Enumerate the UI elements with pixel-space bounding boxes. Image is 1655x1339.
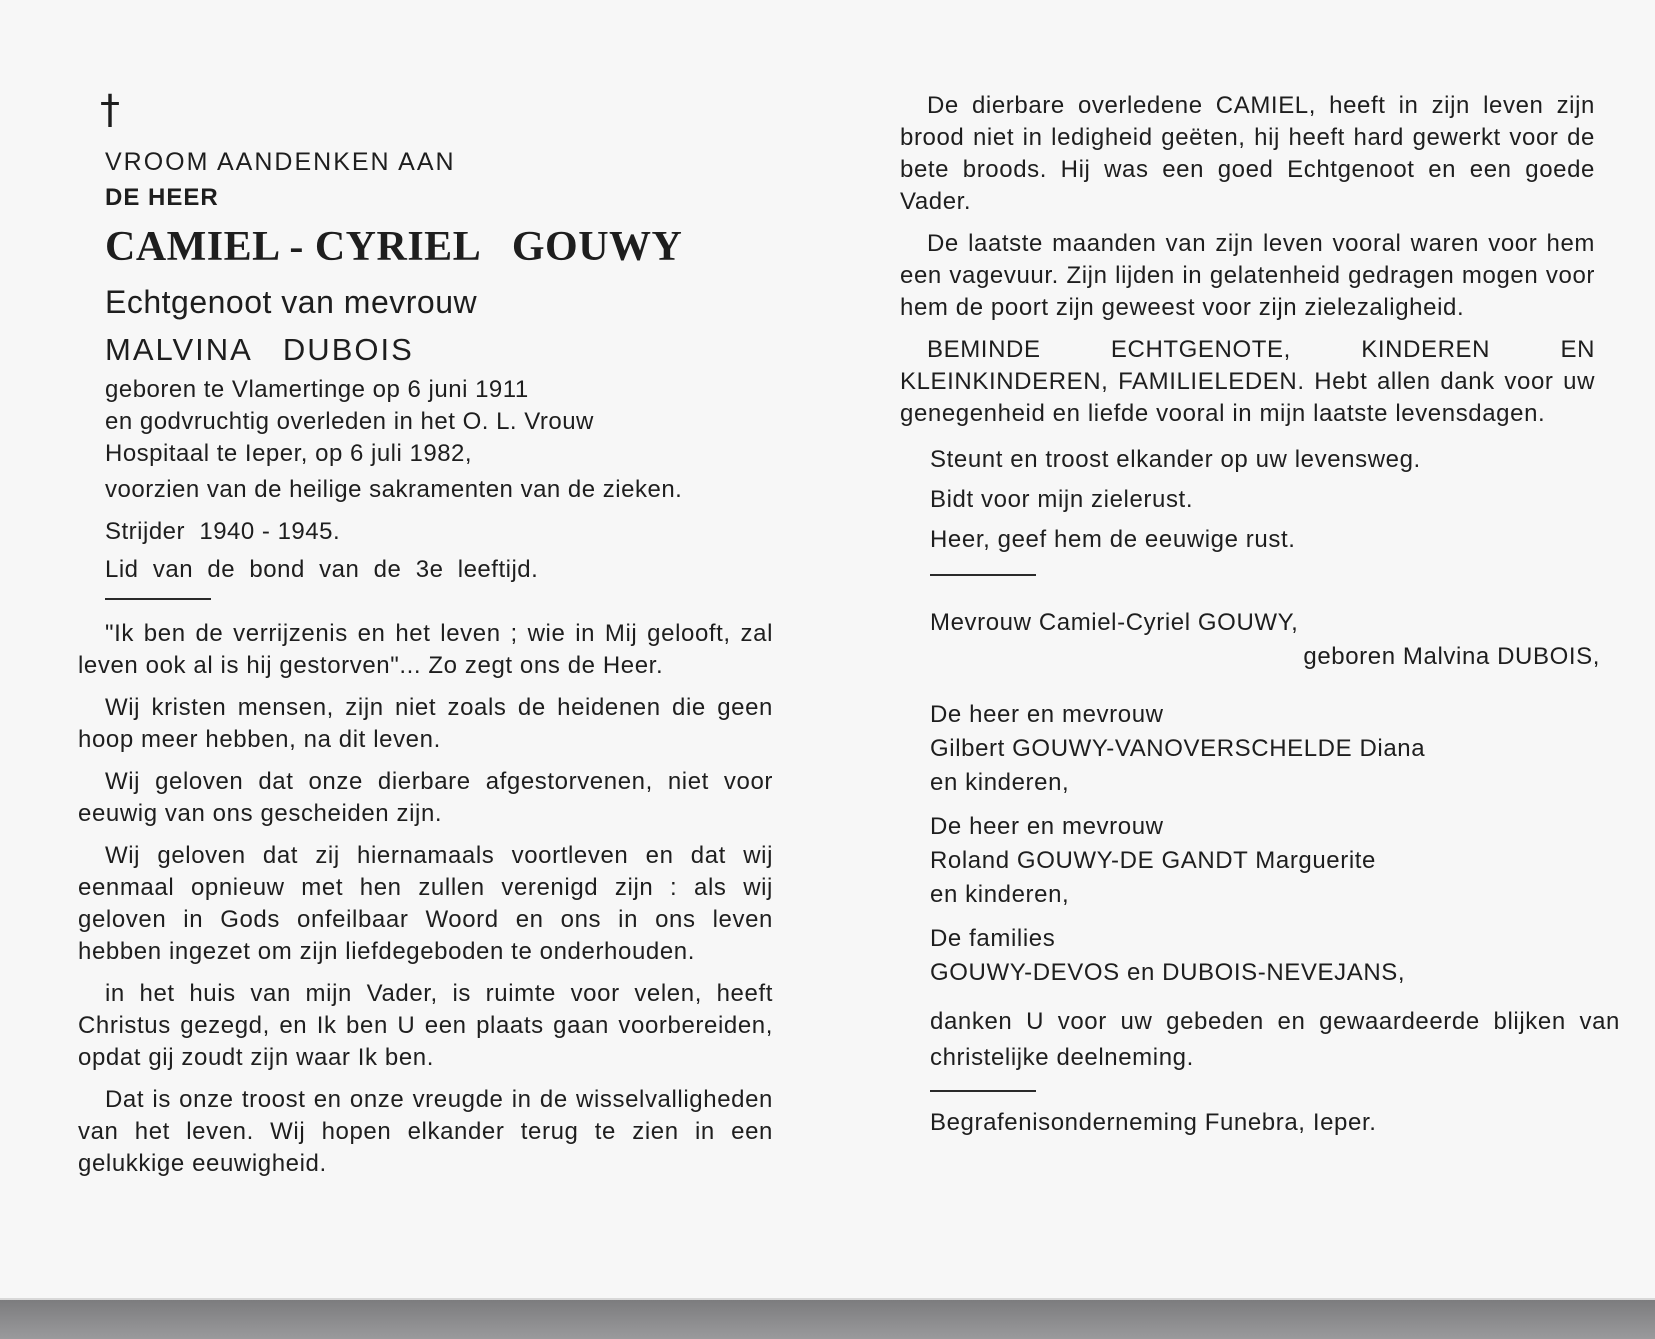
paragraph-gratitude: BEMINDE ECHTGENOTE, KINDEREN EN KLEINKINDEREN, FAMILIELEDEN. Hebt allen dank voor uw genegenheid en liefde vooral in mijn laatste levensdagen. <box>900 336 1595 427</box>
cross-icon: † <box>100 87 120 133</box>
right-column <box>900 90 1620 1140</box>
deceased-name: CAMIEL - CYRIEL GOUWY <box>105 224 683 270</box>
prayer-line: Steunt en troost elkander op uw levensweg. <box>930 446 1421 473</box>
prayer-line: Heer, geef hem de eeuwige rust. <box>930 526 1296 553</box>
family-group-title: De heer en mevrouw <box>930 701 1164 728</box>
paragraph-comfort: Dat is onze troost en onze vreugde in de wisselvalligheden van het leven. Wij hopen elkander terug te zien in een gelukkige eeuwigheid. <box>78 1086 773 1177</box>
family-group-names: Roland GOUWY-DE GANDT Marguerite <box>930 847 1376 874</box>
bio-sacraments: voorzien van de heilige sakramenten van de zieken. <box>105 476 683 503</box>
scan-background <box>0 1300 1655 1339</box>
paragraph-life: De dierbare overledene CAMIEL, heeft in zijn leven zijn brood niet in ledigheid geëten, hij heeft hard gewerkt voor de bete broods. Hij was een goed Echtgenoot en een goede Vader. <box>900 92 1595 215</box>
family-group-title: De families <box>930 925 1056 952</box>
left-column <box>78 87 798 1190</box>
paragraph-afterlife: Wij geloven dat zij hiernamaals voortleven en dat wij eenmaal opnieuw met hen zullen verenigd zijn : als wij geloven in Gods onfeilbaar Woord en ons in ons leven hebben ingezet om zijn liefdegeboden te onderhouden. <box>78 842 773 965</box>
bio-hospital: Hospitaal te Ieper, op 6 juli 1982, <box>105 440 473 467</box>
undertaker-name: Begrafenisonderneming Funebra, Ieper. <box>930 1109 1377 1136</box>
family-group-names: Gilbert GOUWY-VANOVERSCHELDE Diana <box>930 735 1426 762</box>
bio-birth: geboren te Vlamertinge op 6 juni 1911 <box>105 376 529 403</box>
divider-right <box>930 574 1036 576</box>
spouse-label: Echtgenoot van mevrouw <box>105 284 478 320</box>
widow-maiden-name: geboren Malvina DUBOIS, <box>1303 643 1600 670</box>
prayer-line: Bidt voor mijn zielerust. <box>930 486 1194 513</box>
widow-name: Mevrouw Camiel-Cyriel GOUWY, <box>930 609 1299 636</box>
title-prefix: DE HEER <box>105 184 219 211</box>
family-group-title: De heer en mevrouw <box>930 813 1164 840</box>
paragraph-resurrection: "Ik ben de verrijzenis en het leven ; wie in Mij gelooft, zal leven ook al is hij gestorven"... Zo zegt ons de Heer. <box>78 620 773 679</box>
divider-left <box>105 598 211 600</box>
family-group-kids: en kinderen, <box>930 769 1070 796</box>
thanks-text: danken U voor uw gebeden en gewaardeerde blijken van christelijke deelneming. <box>930 1008 1620 1071</box>
paragraph-not-separated: Wij geloven dat onze dierbare afgestorvenen, niet voor eeuwig van ons gescheiden zijn. <box>78 768 773 827</box>
bio-membership: Lid van de bond van de 3e leeftijd. <box>105 556 539 583</box>
memorial-heading: VROOM AANDENKEN AAN <box>105 148 456 176</box>
spouse-name: MALVINA DUBOIS <box>105 332 414 367</box>
family-group-names: GOUWY-DEVOS en DUBOIS-NEVEJANS, <box>930 959 1406 986</box>
divider-undertaker <box>930 1090 1036 1092</box>
paragraph-suffering: De laatste maanden van zijn leven vooral waren voor hem een vagevuur. Zijn lijden in gelatenheid gedragen mogen voor hem de poort zijn geweest voor zijn zielezaligheid. <box>900 230 1595 321</box>
bio-veteran: Strijder 1940 - 1945. <box>105 518 341 545</box>
family-group-kids: en kinderen, <box>930 881 1070 908</box>
bio-death: en godvruchtig overleden in het O. L. Vrouw <box>105 408 594 435</box>
paragraph-fathers-house: in het huis van mijn Vader, is ruimte voor velen, heeft Christus gezegd, en Ik ben U een plaats gaan voorbereiden, opdat gij zoudt zijn waar Ik ben. <box>78 980 773 1071</box>
paragraph-hope: Wij kristen mensen, zijn niet zoals de heidenen die geen hoop meer hebben, na dit leven. <box>78 694 773 753</box>
